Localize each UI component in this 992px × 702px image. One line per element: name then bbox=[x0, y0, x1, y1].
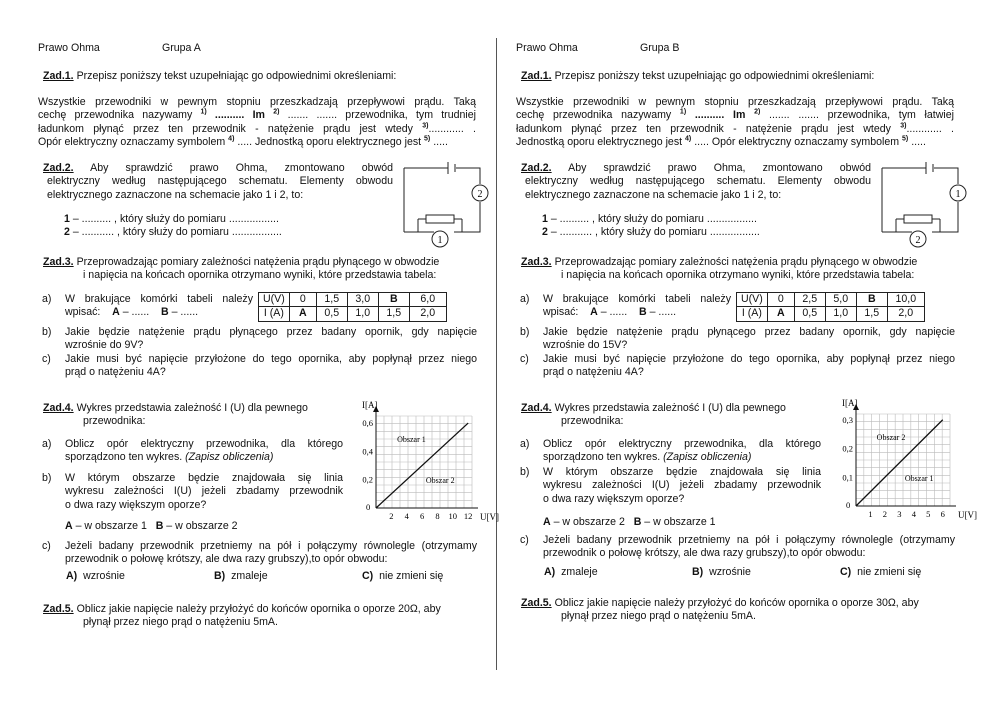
table-row: I (A) A 0,5 1,0 1,5 2,0 bbox=[737, 307, 925, 321]
group-b-column bbox=[516, 0, 977, 702]
group-a-column bbox=[38, 0, 499, 702]
task4-line1: Wykres przedstawia zależność I (U) dla pewnego bbox=[554, 402, 786, 414]
origin-label: 0 bbox=[846, 500, 851, 510]
task5-label: Zad.5. bbox=[521, 597, 552, 609]
y-tick-label: 0,2 bbox=[842, 443, 853, 454]
task4-label: Zad.4. bbox=[43, 402, 74, 414]
y-tick-label: 0,3 bbox=[842, 414, 853, 425]
origin-label: 0 bbox=[366, 502, 371, 512]
task4-line1: Wykres przedstawia zależność I (U) dla pewnego bbox=[76, 402, 308, 414]
task5-line2: płynął przez niego prąd o natężeniu 5mA. bbox=[561, 610, 756, 623]
task1-label: Zad.1. bbox=[43, 70, 74, 82]
task4 bbox=[43, 402, 308, 429]
task2-line2: elektryczny według następującego schematu. Elementy obwodu bbox=[47, 175, 393, 188]
task4-c: Jeżeli badany przewodnik przetniemy na pół i połączymy równolegle (otrzymamy przewodnik o połowę krótszy, ale dwa razy grubszy),to opór obwodu: bbox=[543, 534, 955, 560]
task3-a: W brakujące komórki tabeli należy wpisać: A – ...... B – ...... bbox=[543, 293, 731, 319]
task1-intro: Przepisz poniższy tekst uzupełniając go odpowiednimi określeniami: bbox=[76, 70, 397, 82]
task4-b: W którym obszarze będzie znajdowała się linia wykresu zależności I(U) jeżeli zbadamy przewodnik o dwa razy większym oporze? bbox=[65, 472, 343, 511]
task2 bbox=[521, 162, 871, 202]
task5 bbox=[43, 603, 441, 630]
task5-label: Zad.5. bbox=[43, 603, 74, 615]
measurement-table bbox=[258, 292, 447, 322]
task1 bbox=[43, 70, 396, 83]
task3-b: Jakie będzie natężenie prądu płynącego przez badany opornik, gdy napięcie wzrośnie do 15V? bbox=[543, 326, 955, 352]
task3-label: Zad.3. bbox=[521, 256, 552, 268]
task1-line4: Opór elektryczny oznaczamy symbolem $^{4)}$ ..... Jednostką oporu elektrycznego jest $^{5)}$ ..... bbox=[38, 135, 448, 148]
task1-text bbox=[516, 96, 954, 149]
task5 bbox=[521, 597, 919, 624]
y-axis-label: I[A] bbox=[842, 398, 858, 408]
region-upper-label: Obszar 2 bbox=[876, 432, 906, 442]
task2-items: 1 – .......... , który służy do pomiaru ................. 2 – ........... , który służy do pomiaru ................. bbox=[64, 213, 282, 239]
task3 bbox=[43, 256, 439, 283]
task1-line1: Wszystkie przewodniki w pewnym stopniu przeszkadzają przepływowi prądu. Taką bbox=[38, 96, 476, 108]
y-tick-label: 0,6 bbox=[362, 418, 373, 429]
task4 bbox=[521, 402, 786, 429]
task3-line2: i napięcia na końcach opornika otrzymano wyniki, które przedstawia tabela: bbox=[561, 269, 915, 282]
task1 bbox=[521, 70, 874, 83]
task3-c-mark: c) bbox=[42, 353, 51, 365]
task3-b-mark: b) bbox=[520, 326, 530, 338]
x-tick-label: 2 bbox=[389, 511, 394, 521]
task2-item1: – .......... , który służy do pomiaru ................. bbox=[69, 213, 279, 225]
task3-label: Zad.3. bbox=[43, 256, 74, 268]
task3-a-mark: a) bbox=[42, 293, 52, 305]
iu-chart-b bbox=[828, 398, 977, 522]
task3-line2: i napięcia na końcach opornika otrzymano wyniki, które przedstawia tabela: bbox=[83, 269, 437, 282]
task2-items: 1 – .......... , który służy do pomiaru ................. 2 – ........... , który służy do pomiaru ................. bbox=[542, 213, 760, 239]
task4-line2: przewodnika: bbox=[561, 415, 624, 428]
task3-line1: Przeprowadzając pomiary zależności natężenia prądu płynącego w obwodzie bbox=[554, 256, 918, 268]
task2-line2: elektryczny według następującego schematu. Elementy obwodu bbox=[525, 175, 871, 188]
task2-item1: – .......... , który służy do pomiaru ................. bbox=[547, 213, 757, 225]
x-tick-label: 4 bbox=[911, 509, 916, 519]
task1-line3: ładunkom płynąć przez ten przewodnik - natężenie prądu jest wtedy $^{3)}$............ . bbox=[516, 122, 954, 135]
task4-a: Oblicz opór elektryczny przewodnika, dla którego sporządzono ten wykres. (Zapisz obliczenia) bbox=[65, 438, 343, 464]
task4-a-mark: a) bbox=[42, 438, 52, 450]
task3-a: W brakujące komórki tabeli należy wpisać: A – ...... B – ...... bbox=[65, 293, 253, 319]
task3-line1: Przeprowadzając pomiary zależności natężenia prądu płynącego w obwodzie bbox=[76, 256, 440, 268]
x-tick-label: 8 bbox=[435, 511, 440, 521]
region-lower-label: Obszar 2 bbox=[425, 476, 455, 486]
y-tick-label: 0,4 bbox=[362, 446, 373, 457]
task1-line3: ładunkom płynąć przez ten przewodnik - natężenie prądu jest wtedy $^{3)}$............ . bbox=[38, 122, 476, 135]
x-tick-label: 6 bbox=[419, 511, 425, 521]
task3-a-mark: a) bbox=[520, 293, 530, 305]
task2-item2: – ........... , który służy do pomiaru ................. bbox=[547, 226, 760, 239]
circuit-diagram bbox=[398, 160, 494, 250]
task4-b-options: A – w obszarze 1 B – w obszarze 2 bbox=[65, 520, 238, 532]
x-tick-label: 4 bbox=[404, 511, 409, 521]
meter-bottom-label: 1 bbox=[437, 235, 443, 246]
task4-b-options: A – w obszarze 2 B – w obszarze 1 bbox=[543, 516, 716, 528]
task1-line1: Wszystkie przewodniki w pewnym stopniu przeszkadzają przepływowi prądu. Taką bbox=[516, 96, 954, 108]
task3-b-mark: b) bbox=[42, 326, 52, 338]
x-axis-label: U[V] bbox=[958, 510, 977, 520]
table-row: U(V) 0 1,5 3,0 B 6,0 bbox=[259, 293, 447, 307]
task2-label: Zad.2. bbox=[521, 162, 552, 174]
subject-title: Prawo Ohma bbox=[516, 42, 578, 54]
task3-c: Jakie musi być napięcie przyłożone do tego opornika, aby popłynął przez niego prąd o natężeniu 4A? bbox=[543, 353, 955, 379]
column-divider bbox=[496, 38, 497, 670]
task4-c-mark: c) bbox=[42, 540, 51, 552]
x-tick-label: 1 bbox=[868, 509, 873, 519]
task4-c: Jeżeli badany przewodnik przetniemy na pół i połączymy równolegle (otrzymamy przewodnik o połowę krótszy, ale dwa razy grubszy),to opór obwodu: bbox=[65, 540, 477, 566]
x-tick-label: 5 bbox=[926, 509, 931, 519]
task2-label: Zad.2. bbox=[43, 162, 74, 174]
y-tick-label: 0,1 bbox=[842, 472, 853, 483]
y-tick-label: 0,2 bbox=[362, 474, 373, 485]
task4-c-opt-b: B) wzrośnie bbox=[692, 566, 751, 578]
task2-item2: – ........... , który służy do pomiaru ................. bbox=[69, 226, 282, 239]
task4-c-opt-a: A) wzrośnie bbox=[66, 570, 125, 582]
task2 bbox=[43, 162, 393, 202]
x-axis-label: U[V] bbox=[480, 512, 499, 522]
task4-b-mark: b) bbox=[42, 472, 52, 484]
task1-label: Zad.1. bbox=[521, 70, 552, 82]
iu-chart-a bbox=[344, 398, 499, 524]
region-upper-label: Obszar 1 bbox=[397, 434, 426, 444]
task4-label: Zad.4. bbox=[521, 402, 552, 414]
task1-intro: Przepisz poniższy tekst uzupełniając go odpowiednimi określeniami: bbox=[554, 70, 875, 82]
task5-line1: Oblicz jakie napięcie należy przyłożyć do końców opornika o oporze 20Ω, aby bbox=[76, 603, 441, 615]
task4-line2: przewodnika: bbox=[83, 415, 146, 428]
task3-b: Jakie będzie natężenie prądu płynącego przez badany opornik, gdy napięcie wzrośnie do 9V? bbox=[65, 326, 477, 352]
table-row: U(V) 0 2,5 5,0 B 10,0 bbox=[737, 293, 925, 307]
x-tick-label: 10 bbox=[448, 511, 458, 521]
task4-c-mark: c) bbox=[520, 534, 529, 546]
task2-line1: Aby sprawdzić prawo Ohma, zmontowano obwód bbox=[568, 162, 871, 174]
task3-c: Jakie musi być napięcie przyłożone do tego opornika, aby popłynął przez niego prąd o natężeniu 4A? bbox=[65, 353, 477, 379]
meter-right-label: 1 bbox=[955, 189, 961, 200]
task5-line2: płynął przez niego prąd o natężeniu 5mA. bbox=[83, 616, 278, 629]
measurement-table bbox=[736, 292, 925, 322]
task1-line2: cechę przewodnika nazywamy $^{1)}$ .......... Im $^{2)}$ ....... ....... przewodnika, tym łatwiej bbox=[516, 108, 954, 122]
group-label: Grupa B bbox=[640, 42, 680, 54]
task4-c-opt-b: B) zmaleje bbox=[214, 570, 268, 582]
circuit-diagram bbox=[876, 160, 972, 250]
task2-line1: Aby sprawdzić prawo Ohma, zmontowano obwód bbox=[90, 162, 393, 174]
task4-a-mark: a) bbox=[520, 438, 530, 450]
table-row: I (A) A 0,5 1,0 1,5 2,0 bbox=[259, 307, 447, 321]
task4-c-opt-a: A) zmaleje bbox=[544, 566, 598, 578]
group-label: Grupa A bbox=[162, 42, 201, 54]
y-axis-label: I[A] bbox=[362, 400, 378, 410]
task1-line4: Jednostką oporu elektrycznego jest $^{4)}$ ..... Opór elektryczny oznaczamy symbolem $^{5)}$ ..... bbox=[516, 135, 926, 148]
x-tick-label: 6 bbox=[940, 509, 945, 519]
x-tick-label: 2 bbox=[882, 509, 888, 519]
x-tick-label: 3 bbox=[897, 509, 902, 519]
meter-bottom-label: 2 bbox=[915, 235, 921, 246]
task4-c-opt-c: C) nie zmieni się bbox=[840, 566, 922, 578]
task4-c-opt-c: C) nie zmieni się bbox=[362, 570, 444, 582]
task1-line2: cechę przewodnika nazywamy $^{1)}$ .......... Im $^{2)}$ ....... ....... przewodnika, tym trudniej bbox=[38, 108, 476, 122]
meter-right-label: 2 bbox=[477, 189, 483, 200]
task2-line3: elektrycznego zaznaczone na schemacie jako 1 i 2, to: bbox=[525, 188, 782, 201]
task5-line1: Oblicz jakie napięcie należy przyłożyć do końców opornika o oporze 30Ω, aby bbox=[554, 597, 919, 609]
task2-line3: elektrycznego zaznaczone na schemacie jako 1 i 2, to: bbox=[47, 188, 304, 201]
task4-a: Oblicz opór elektryczny przewodnika, dla którego sporządzono ten wykres. (Zapisz obliczenia) bbox=[543, 438, 821, 464]
region-lower-label: Obszar 1 bbox=[904, 474, 934, 484]
subject-title: Prawo Ohma bbox=[38, 42, 100, 54]
task3-c-mark: c) bbox=[520, 353, 529, 365]
task4-b: W którym obszarze będzie znajdowała się linia wykresu zależności I(U) jeżeli zbadamy przewodnik o dwa razy większym oporze? bbox=[543, 466, 821, 505]
task3 bbox=[521, 256, 917, 283]
task4-b-mark: b) bbox=[520, 466, 530, 478]
x-tick-label: 12 bbox=[463, 511, 473, 521]
task1-text bbox=[38, 96, 476, 149]
